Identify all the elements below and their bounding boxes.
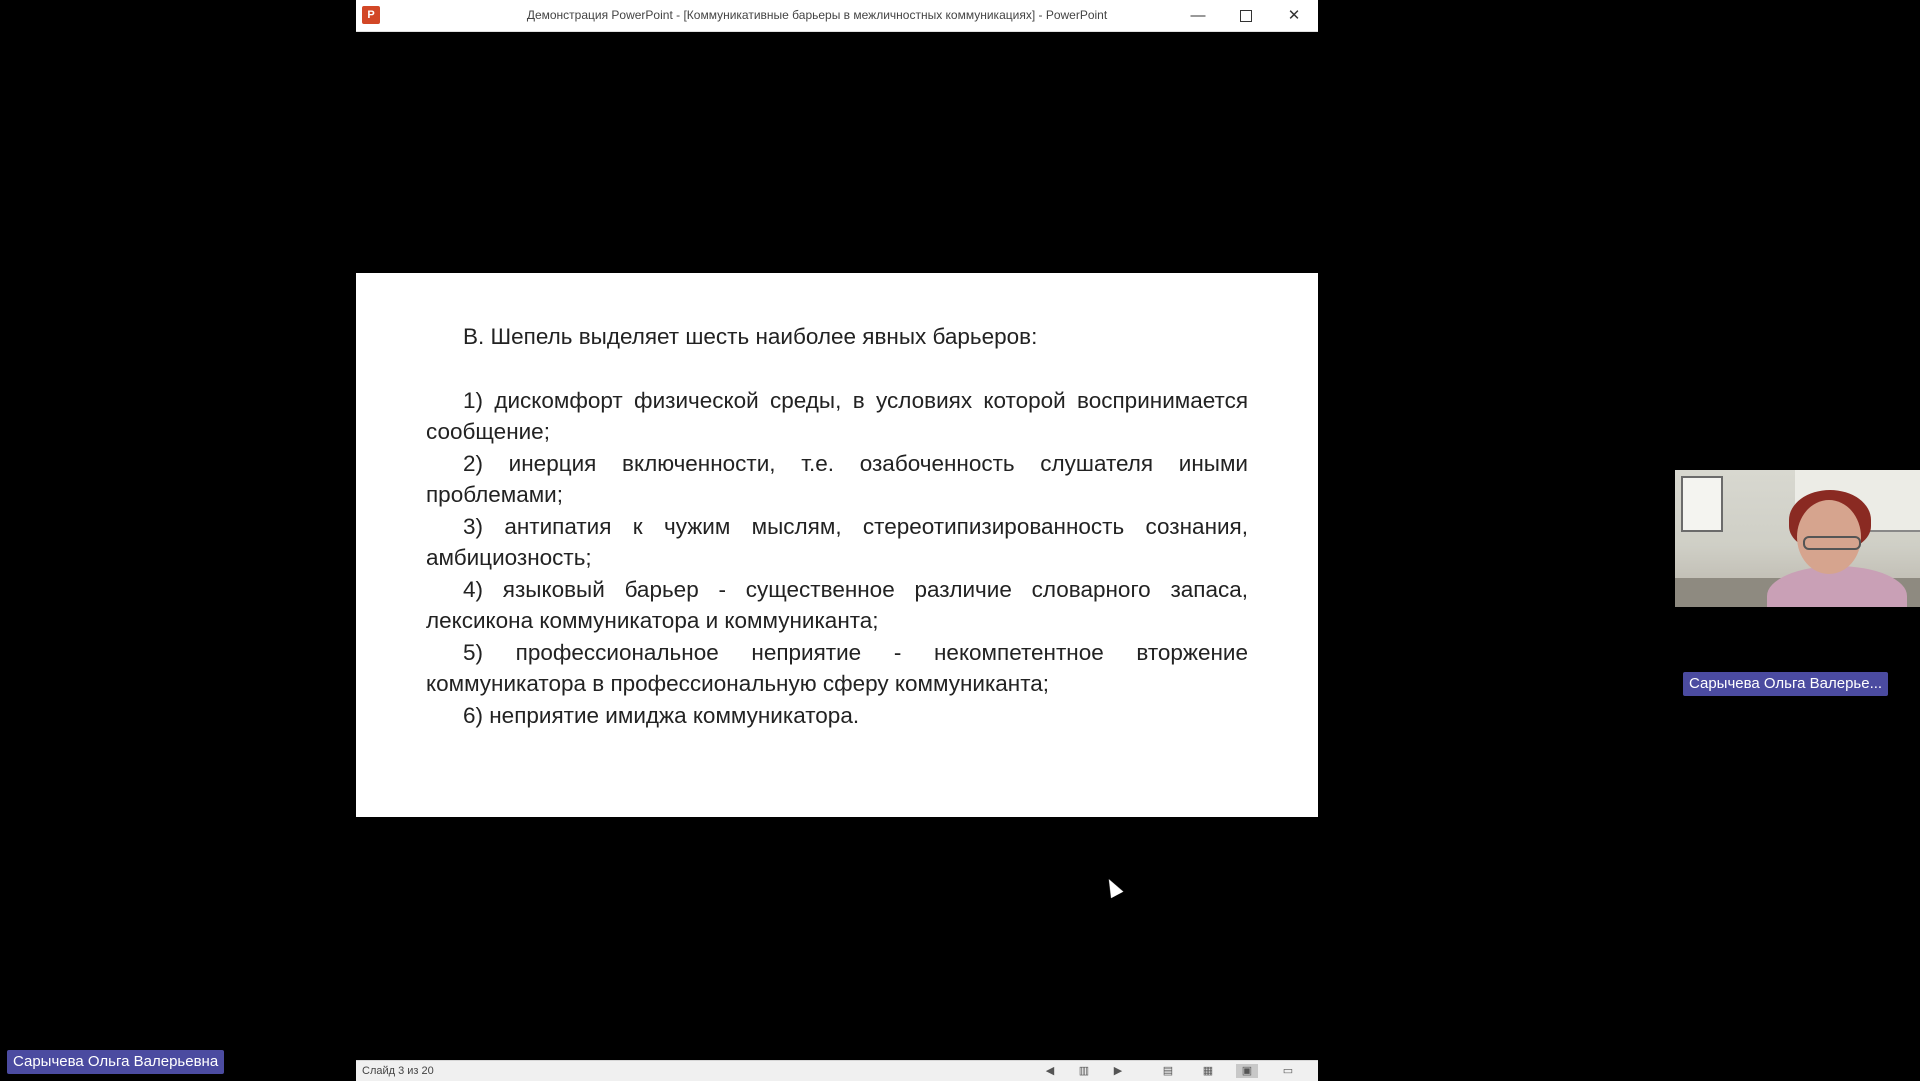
status-bar: [356, 1060, 1318, 1081]
slide-menu-icon[interactable]: ▥: [1078, 1065, 1090, 1077]
video-whiteboard: [1681, 476, 1723, 532]
powerpoint-window: [356, 0, 1318, 1080]
title-bar: [356, 0, 1318, 32]
slide-counter: Слайд 3 из 20: [362, 1065, 434, 1077]
slide-list-item: 6) неприятие имиджа коммуникатора.: [463, 702, 860, 728]
presenter-name-tag: Сарычева Ольга Валерьевна: [7, 1050, 224, 1074]
slide-text-box: [426, 321, 1248, 731]
slide-show-icon[interactable]: ▭: [1282, 1065, 1294, 1077]
slide-list-item: 5) профессиональное неприятие - некомпетентное вторжение коммуникатора в профессиональную сферу коммуниканта;: [426, 639, 1248, 696]
slide-list-item: 3) антипатия к чужим мыслям, стереотипизированность сознания, амбициозность;: [426, 513, 1248, 570]
slide-sorter-icon[interactable]: ▦: [1202, 1065, 1214, 1077]
slide-list-item: 2) инерция включенности, т.е. озабоченность слушателя иными проблемами;: [426, 450, 1248, 507]
slide-heading: В. Шепель выделяет шесть наиболее явных барьеров:: [463, 324, 1038, 349]
normal-view-icon[interactable]: ▤: [1162, 1065, 1174, 1077]
close-button[interactable]: ✕: [1287, 7, 1301, 24]
powerpoint-app-icon: P: [362, 6, 380, 24]
maximize-icon: [1240, 10, 1252, 22]
window-title: Демонстрация PowerPoint - [Коммуникативные барьеры в межличностных коммуникациях] - PowerPoint: [526, 8, 1108, 22]
slide-list-item: 4) языковый барьер - существенное различие словарного запаса, лексикона коммуникатора и коммуниканта;: [426, 576, 1248, 633]
maximize-button[interactable]: [1222, 0, 1270, 31]
minimize-button[interactable]: —: [1190, 7, 1206, 24]
video-person-glasses: [1803, 536, 1861, 550]
slide-canvas[interactable]: [356, 273, 1318, 817]
webcam-name-tag: Сарычева Ольга Валерье...: [1683, 672, 1888, 696]
slide-list-item: 1) дискомфорт физической среды, в условиях которой воспринимается сообщение;: [426, 387, 1248, 444]
previous-slide-icon[interactable]: ◀: [1045, 1065, 1055, 1077]
next-slide-icon[interactable]: ▶: [1113, 1065, 1123, 1077]
participant-video[interactable]: [1675, 470, 1920, 607]
reading-view-icon[interactable]: ▣: [1236, 1064, 1258, 1078]
